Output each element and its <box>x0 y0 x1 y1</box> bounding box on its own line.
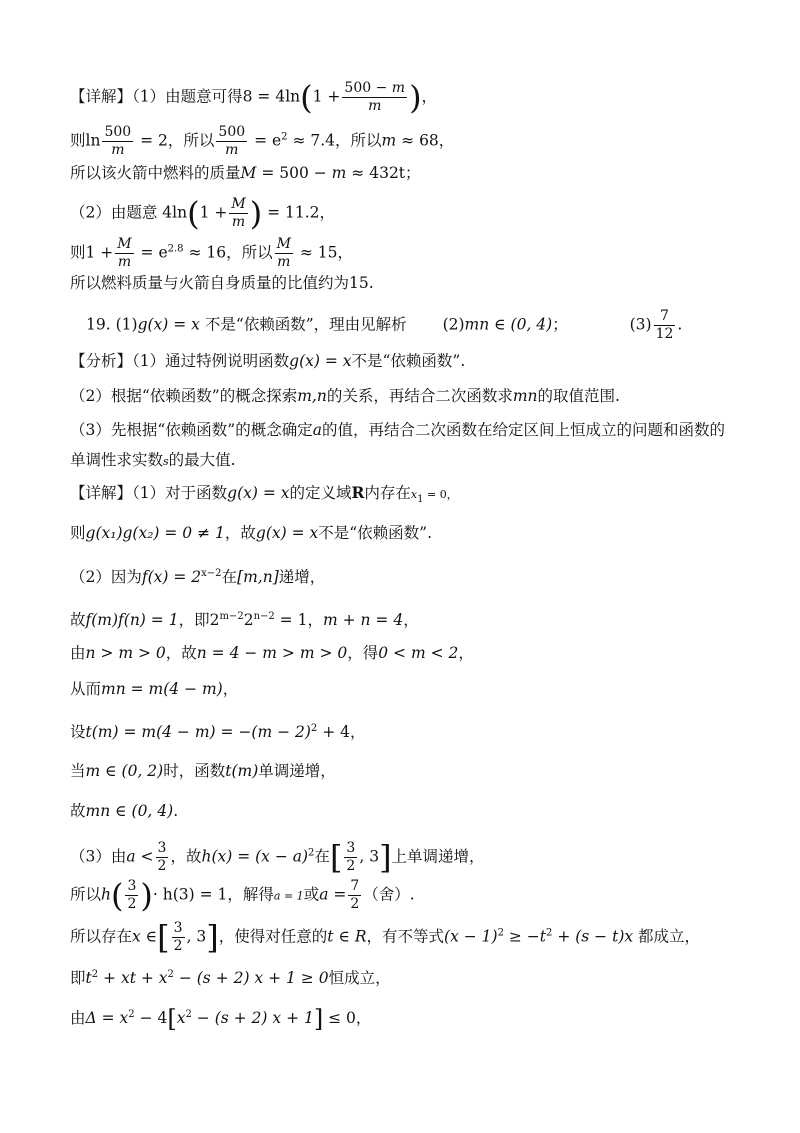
sol18-line-5: 则1 + $\frac{M}{m}$ = $e^{2.8} \approx 16$，所以 $\frac{M}{m}$ ≈ 15， <box>70 236 354 270</box>
sol18-line-2: 则ln $\frac{500}{m}$ = 2，所以 $\frac{500}{m}$ = $e^2 \approx 7.4$，所以m ≈ 68， <box>70 124 455 158</box>
analysis-line-2: （2）根据“依赖函数”的概念探索m,n的关系，再结合二次函数求mn的取值范围. <box>70 387 620 405</box>
detail-line-7: 设$t(m) = m(4 - m) = -(m - 2)^2 + 4$， <box>70 723 366 742</box>
detail-line-1: 【详解】（1）对于函数g(x) = x的定义域R内存在$x_1 = 0$， <box>70 483 458 506</box>
sol18-line-1: 【详解】（1）由题意可得8 = 4ln(1 + $\frac{500 - m}{m}$ )， <box>70 78 438 117</box>
detail-line-3: （2）因为$f(x) = 2^{x-2}$在[m,n]递增， <box>70 568 326 587</box>
fraction: $\frac{3}{2}$ <box>127 878 137 912</box>
detail-line-9: 故mn ∈ (0, 4). <box>70 802 179 820</box>
left-paren: ( <box>300 78 313 117</box>
detail-line-13: 即$t^2$ + xt + $x^2 - (s + 2) x + 1 \ge 0$恒成立， <box>70 969 391 988</box>
detail-line-8: 当m ∈ (0, 2)时，函数t(m)单调递增， <box>70 762 336 780</box>
detail-line-6: 从而mn = m(4 − m)， <box>70 680 239 698</box>
fraction: $\frac{3}{2}$ <box>157 840 167 874</box>
question-number: 19. <box>86 315 111 334</box>
fraction: $\frac{3}{2}$ <box>173 920 183 954</box>
fraction: $\frac{500}{m}$ <box>218 124 246 158</box>
fraction: $\frac{3}{2}$ <box>346 840 356 874</box>
detail-line-10: （3）由a < $\frac{3}{2}$ ，故$h(x) = (x - a)^2$在[ $\frac{3}{2}$ , 3]上单调递增， <box>70 838 485 877</box>
fraction: $\frac{7}{12}$ <box>655 308 674 342</box>
fraction: $\frac{500 - m}{m}$ <box>344 80 406 114</box>
fraction: $\frac{7}{2}$ <box>350 878 360 912</box>
fraction: $\frac{M}{m}$ <box>231 196 246 230</box>
detail-heading: 【详解】 <box>70 484 133 502</box>
q19-answer-line: 19. (1)g(x) = x 不是“依赖函数”，理由见解析 (2)mn ∈ (0, 4)； (3) $\frac{7}{12}$ . <box>86 308 683 342</box>
fraction: $\frac{500}{m}$ <box>104 124 132 158</box>
sol18-line-4: （2）由题意 4ln(1 + $\frac{M}{m}$ ) = 11.2， <box>70 194 336 233</box>
detail-line-2: 则g(x₁)g(x₂) = 0 ≠ 1，故g(x) = x不是“依赖函数”. <box>70 524 433 542</box>
sol18-line-3: 所以该火箭中燃料的质量M = 500 − m ≈ 432t； <box>70 164 421 182</box>
fraction: $\frac{M}{m}$ <box>117 236 132 270</box>
detail-line-14: 由$\Delta = x^2 - 4[x^2 - (s + 2) x + 1] \le 0$， <box>70 1005 372 1034</box>
detail-line-5: 由n > m > 0，故n = 4 − m > m > 0，得0 < m < 2， <box>70 644 474 662</box>
analysis-line-1: 【分析】（1）通过特例说明函数g(x) = x不是“依赖函数”. <box>70 352 466 370</box>
detail-line-4: 故f(m)f(n) = 1，即$2^{m-2}2^{n-2} = 1$，m + n = 4， <box>70 611 419 630</box>
analysis-heading: 【分析】 <box>70 352 133 370</box>
sol18-conclusion: 所以燃料质量与火箭自身质量的比值约为15. <box>70 274 374 292</box>
fraction: $\frac{M}{m}$ <box>276 236 291 270</box>
detail-heading: 【详解】 <box>70 87 133 106</box>
detail-line-11: 所以h( $\frac{3}{2}$ )· h(3) = 1，解得a = 1或a = $\frac{7}{2}$ （舍）. <box>70 876 415 915</box>
detail-line-12: 所以存在x ∈[ $\frac{3}{2}$ , 3]，使得对任意的t ∈ R，有不等式$(x - 1)^2 \ge -t^2 + (s - t)x$ 都成立， <box>70 918 701 957</box>
analysis-line-3: （3）先根据“依赖函数”的概念确定a的值，再结合二次函数在给定区间上恒成立的问题和函数的单调性求实数s的最大值. <box>70 421 725 469</box>
